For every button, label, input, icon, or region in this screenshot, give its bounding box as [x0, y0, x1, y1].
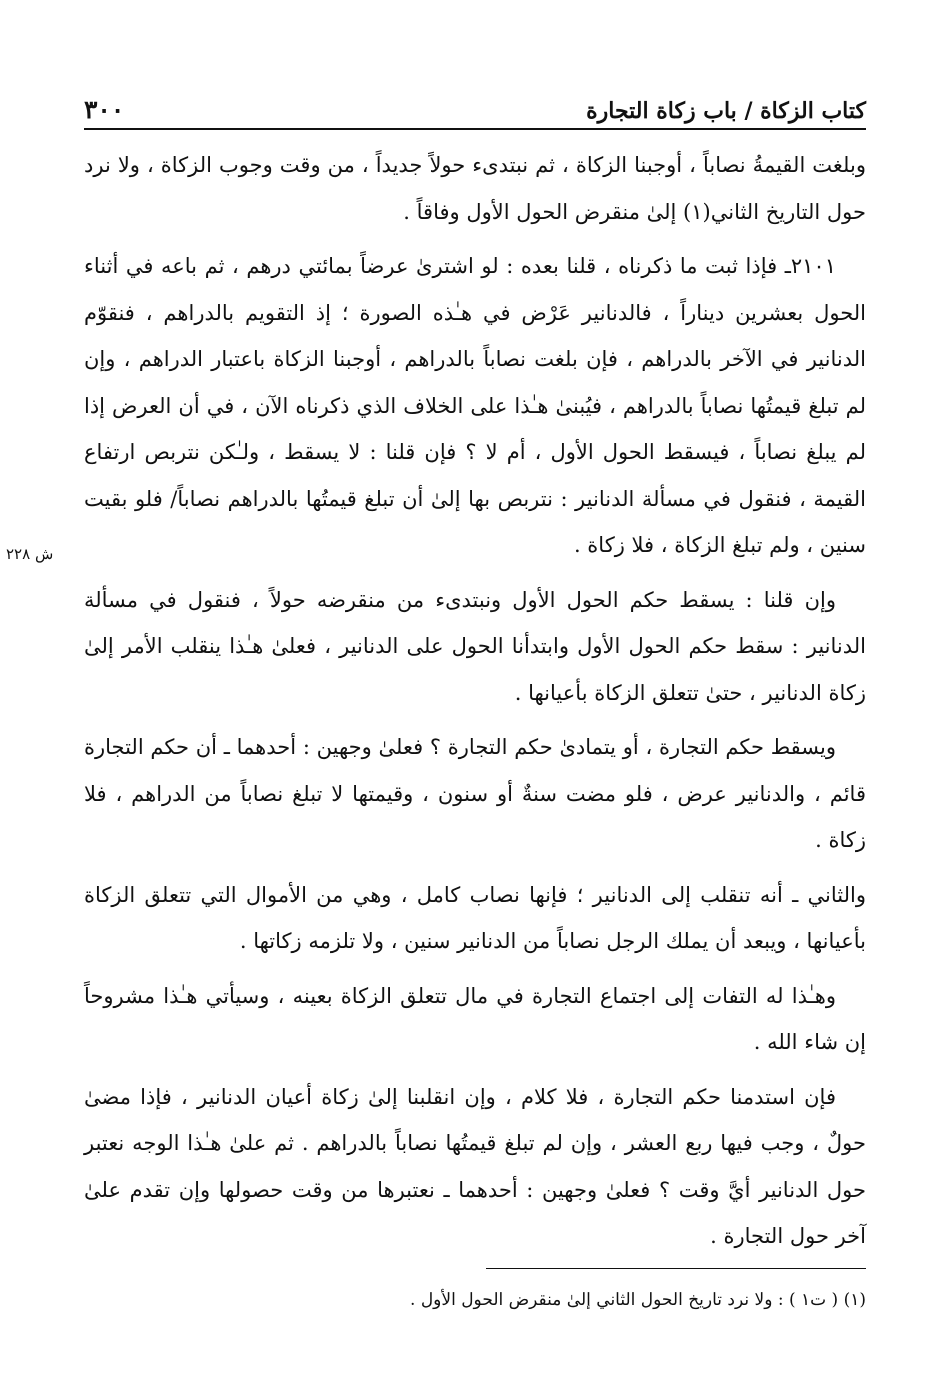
paragraph: ٢١٠١ـ فإذا ثبت ما ذكرناه ، قلنا بعده : لو اشترىٰ عرضاً بمائتي درهم ، ثم باعه في أثناء الحول بعشرين ديناراً ، فالدنانير عَرْض في هـٰذه الصورة ؛ إذ التقويم بالدراهم ، فنقوّم الدنانير في الآخر بالدراهم ، فإن بلغت نصاباً بالدراهم ، أوجبنا الزكاة باعتبار الدراهم ، وإن لم تبلغ قيمتُها نصاباً بالدراهم ، فيُبنىٰ هـٰذا على الخلاف الذي ذكرناه الآن ، في أن العرض إذا لم يبلغ نصاباً ، فيسقط الحول الأول ، أم لا ؟ فإن قلنا : لا يسقط ، ولـٰكن نتربص ارتفاع القيمة ، فنقول في مسألة الدنانير : نتربص بها إلىٰ أن تبلغ قيمتُها بالدراهم نصاباً/ فلو بقيت سنين ، ولم تبلغ الزكاة ، فلا زكاة . — [84, 254, 867, 557]
paragraph: وإن قلنا : يسقط حكم الحول الأول ونبتدىء من منقرضه حولاً ، فنقول في مسألة الدنانير : سقط حكم الحول الأول وابتدأنا الحول على الدنانير ، فعلىٰ هـٰذا ينقلب الأمر إلىٰ زكاة الدنانير ، حتىٰ تتعلق الزكاة بأعيانها . — [84, 587, 866, 705]
running-title: كتاب الزكاة / باب زكاة التجارة — [586, 98, 866, 124]
manuscript-folio-marker: ش ٢٢٨ — [6, 545, 54, 563]
footnote-divider — [486, 1268, 866, 1269]
paragraph: وهـٰذا له التفات إلى اجتماع التجارة في مال تتعلق الزكاة بعينه ، وسيأتي هـٰذا مشروحاً إن شاء الله . — [84, 983, 866, 1054]
paragraph: والثاني ـ أنه تنقلب إلى الدنانير ؛ فإنها نصاب كامل ، وهي من الأموال التي تتعلق الزكاة بأعيانها ، ويبعد أن يملك الرجل نصاباً من الدنانير سنين ، ولا تلزمه زكاتها . — [84, 882, 866, 953]
paragraph: ويسقط حكم التجارة ، أو يتمادىٰ حكم التجارة ؟ فعلىٰ وجهين : أحدهما ـ أن حكم التجارة قائم ، والدنانير عرض ، فلو مضت سنةٌ أو سنون ، وقيمتها لا تبلغ نصاباً من الدراهم ، فلا زكاة . — [84, 735, 866, 852]
main-text — [84, 142, 866, 1268]
paragraph: وبلغت القيمةُ نصاباً ، أوجبنا الزكاة ، ثم نبتدىء حولاً جديداً ، من وقت وجوب الزكاة ، ولا نرد حول التاريخ الثاني(١) إلىٰ منقرض الحول الأول وفاقاً . — [84, 153, 866, 224]
page-header — [84, 88, 866, 130]
footnote: (١) ( ت١ ) : ولا نرد تاريخ الحول الثاني إلىٰ منقرض الحول الأول . — [410, 1290, 866, 1310]
paragraph: فإن استدمنا حكم التجارة ، فلا كلام ، وإن انقلبنا إلىٰ زكاة أعيان الدنانير ، فإذا مضىٰ حولٌ ، وجب فيها ربع العشر ، وإن لم تبلغ قيمتُها نصاباً بالدراهم . ثم علىٰ هـٰذا الوجه نعتبر حول الدنانير أيَّ وقت ؟ فعلىٰ وجهين : أحدهما ـ نعتبرها من وقت حصولها وإن تقدم علىٰ آخر حول التجارة . — [84, 1084, 866, 1248]
page-number: ٣٠٠ — [84, 95, 125, 124]
